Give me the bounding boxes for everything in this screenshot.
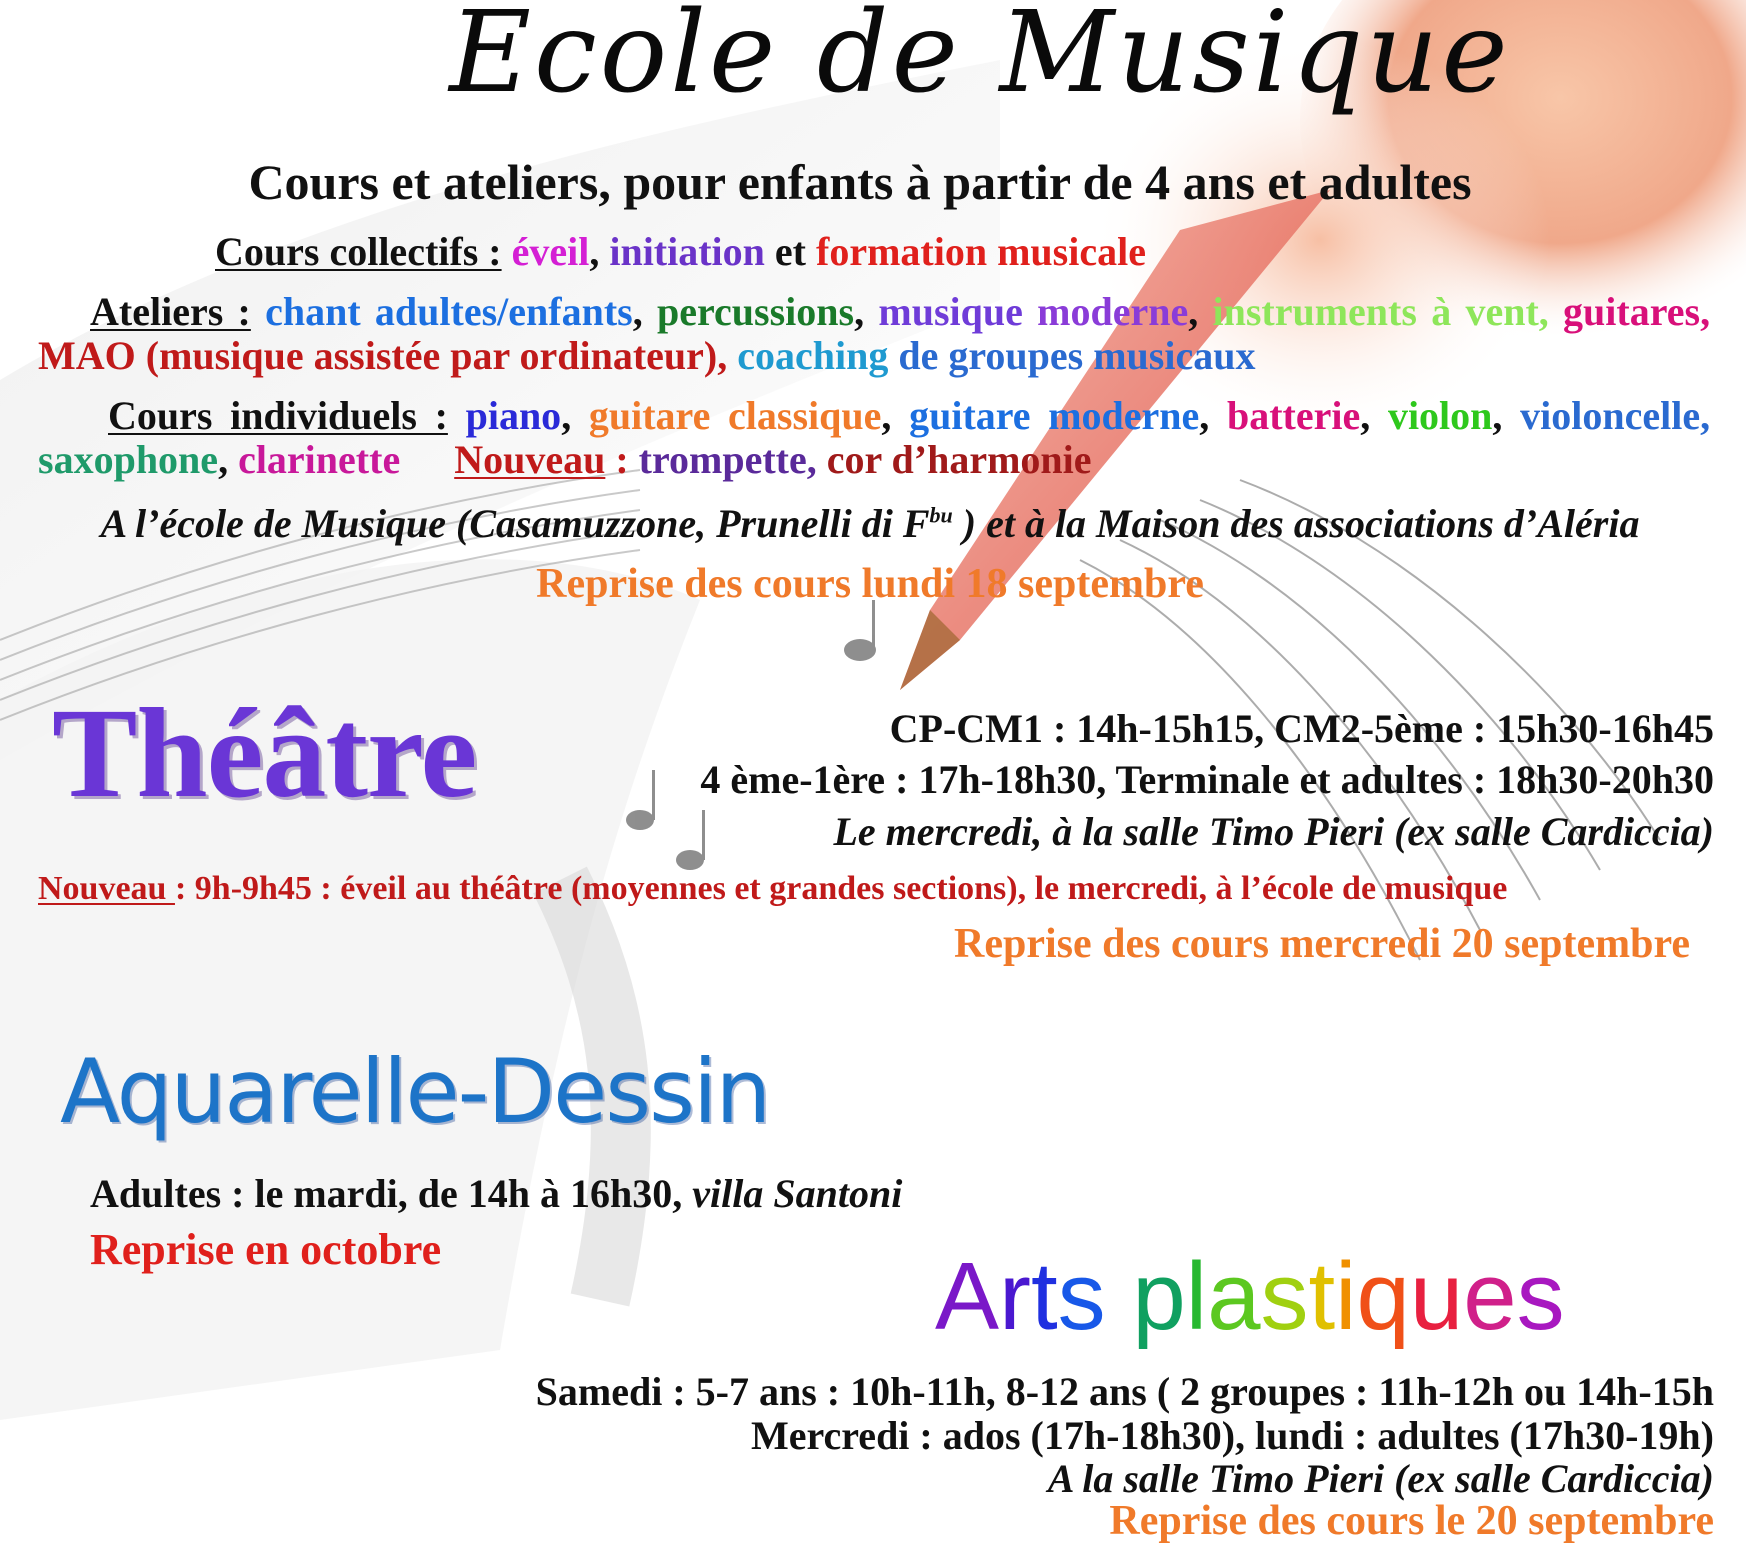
arts-title-letter [1106,1243,1133,1350]
piano-text: piano [465,393,562,438]
comma: , [218,437,229,482]
lieu-sup: bu [929,502,953,528]
arts-title-letter: u [1409,1243,1464,1350]
individuels-label: Cours individuels : [108,393,448,438]
comma: , [854,289,865,334]
percussions-text: percussions [657,289,855,334]
comma: , [1360,393,1371,438]
arts-title-letter: q [1356,1243,1410,1350]
comma: , [1492,393,1503,438]
arts-title-letter: s [1057,1243,1106,1350]
chant-text: chant adultes/enfants [265,289,633,334]
arts-title [935,1242,1565,1352]
musique-reprise: Reprise des cours lundi 18 septembre [536,561,1204,607]
theatre-nouveau-label: Nouveau [38,870,175,907]
theatre-horaires-1: CP-CM1 : 14h-15h15, CM2-5ème : 15h30-16h45 [889,706,1714,751]
cor-text: cor d’harmonie [826,437,1092,482]
arts-horaires-2: Mercredi : ados (17h-18h30), lundi : adultes (17h30-19h) [750,1413,1714,1458]
nouveau-label: Nouveau [454,437,606,482]
arts-reprise: Reprise des cours le 20 septembre [1109,1498,1714,1544]
mao-text: MAO (musique assistée par ordinateur), [38,333,728,378]
aquarelle-reprise: Reprise en octobre [90,1225,442,1274]
violon-text: violon [1387,393,1493,438]
arts-lieu: A la salle Timo Pieri (ex salle Cardiccia) [1047,1456,1714,1501]
violoncelle-text: violoncelle, [1520,393,1711,438]
formation-text: formation musicale [816,229,1146,274]
comma: , [1199,393,1210,438]
arts-title-letter: r [999,1243,1031,1350]
guitare-moderne-text: guitare moderne [909,393,1200,438]
et-text: et [774,229,806,274]
arts-title-letter: a [1207,1243,1261,1350]
arts-title-letter: l [1185,1243,1208,1350]
aquarelle-horaires-text: Adultes : le mardi, de 14h à 16h30, [90,1171,693,1216]
moderne-text: moderne [1037,289,1189,334]
initiation-text: initiation [609,229,765,274]
arts-title-letter: e [1463,1243,1517,1350]
arts-title-letter: t [1031,1243,1058,1350]
groupes-text: de groupes musicaux [898,333,1256,378]
clarinette-text: clarinette [238,437,401,482]
comma: , [589,229,600,274]
theatre-nouveau [38,870,1507,908]
theatre-title: Théâtre [52,682,477,824]
lieu-end: ) et à la Maison des associations d’Aléria [952,501,1640,546]
colon: : [605,437,629,482]
comma: , [561,393,572,438]
ateliers-label: Ateliers : [90,289,251,334]
comma: , [1188,289,1199,334]
musique-text: musique [878,289,1023,334]
comma: , [632,289,643,334]
lieu-text: A l’école de Musique (Casamuzzone, Prunelli di F [100,501,930,546]
arts-title-letter: s [1516,1243,1565,1350]
musique-lieu [40,500,1700,547]
coaching-text: coaching [737,333,889,378]
instruments-text: instruments à vent, [1212,289,1549,334]
aquarelle-lieu: villa Santoni [692,1171,903,1216]
musique-subtitle: Cours et ateliers, pour enfants à partir de 4 ans et adultes [248,154,1472,210]
arts-title-letter: p [1132,1243,1186,1350]
arts-title-letter: s [1260,1243,1309,1350]
page-title: Ecole de Musique [449,0,1511,118]
arts-title-letter: t [1308,1243,1336,1350]
batterie-text: batterie [1226,393,1361,438]
guitare-classique-text: guitare classique [588,393,882,438]
theatre-nouveau-text: : 9h-9h45 : éveil au théâtre (moyennes et grandes sections), le mercredi, à l’école de musique [174,870,1508,907]
cours-collectifs-line [215,228,1146,275]
arts-horaires-1: Samedi : 5-7 ans : 10h-11h, 8-12 ans ( 2 groupes : 11h-12h ou 14h-15h [535,1369,1714,1414]
eveil-text: éveil [511,229,590,274]
individuels-paragraph [38,394,1710,482]
aquarelle-title: Aquarelle-Dessin [60,1040,770,1143]
arts-title-letter: i [1335,1243,1357,1350]
arts-title-letter: A [935,1243,1000,1350]
aquarelle-horaires [90,1170,902,1217]
theatre-reprise: Reprise des cours mercredi 20 septembre [953,921,1690,967]
ateliers-paragraph [38,290,1710,378]
comma: , [881,393,892,438]
guitares-text: guitares, [1563,289,1711,334]
theatre-lieu: Le mercredi, à la salle Timo Pieri (ex salle Cardiccia) [833,809,1714,854]
saxophone-text: saxophone [38,437,219,482]
trompette-text: trompette, [638,437,817,482]
theatre-horaires-2: 4 ème-1ère : 17h-18h30, Terminale et adultes : 18h30-20h30 [700,757,1714,802]
cours-collectifs-label: Cours collectifs : [215,229,502,274]
